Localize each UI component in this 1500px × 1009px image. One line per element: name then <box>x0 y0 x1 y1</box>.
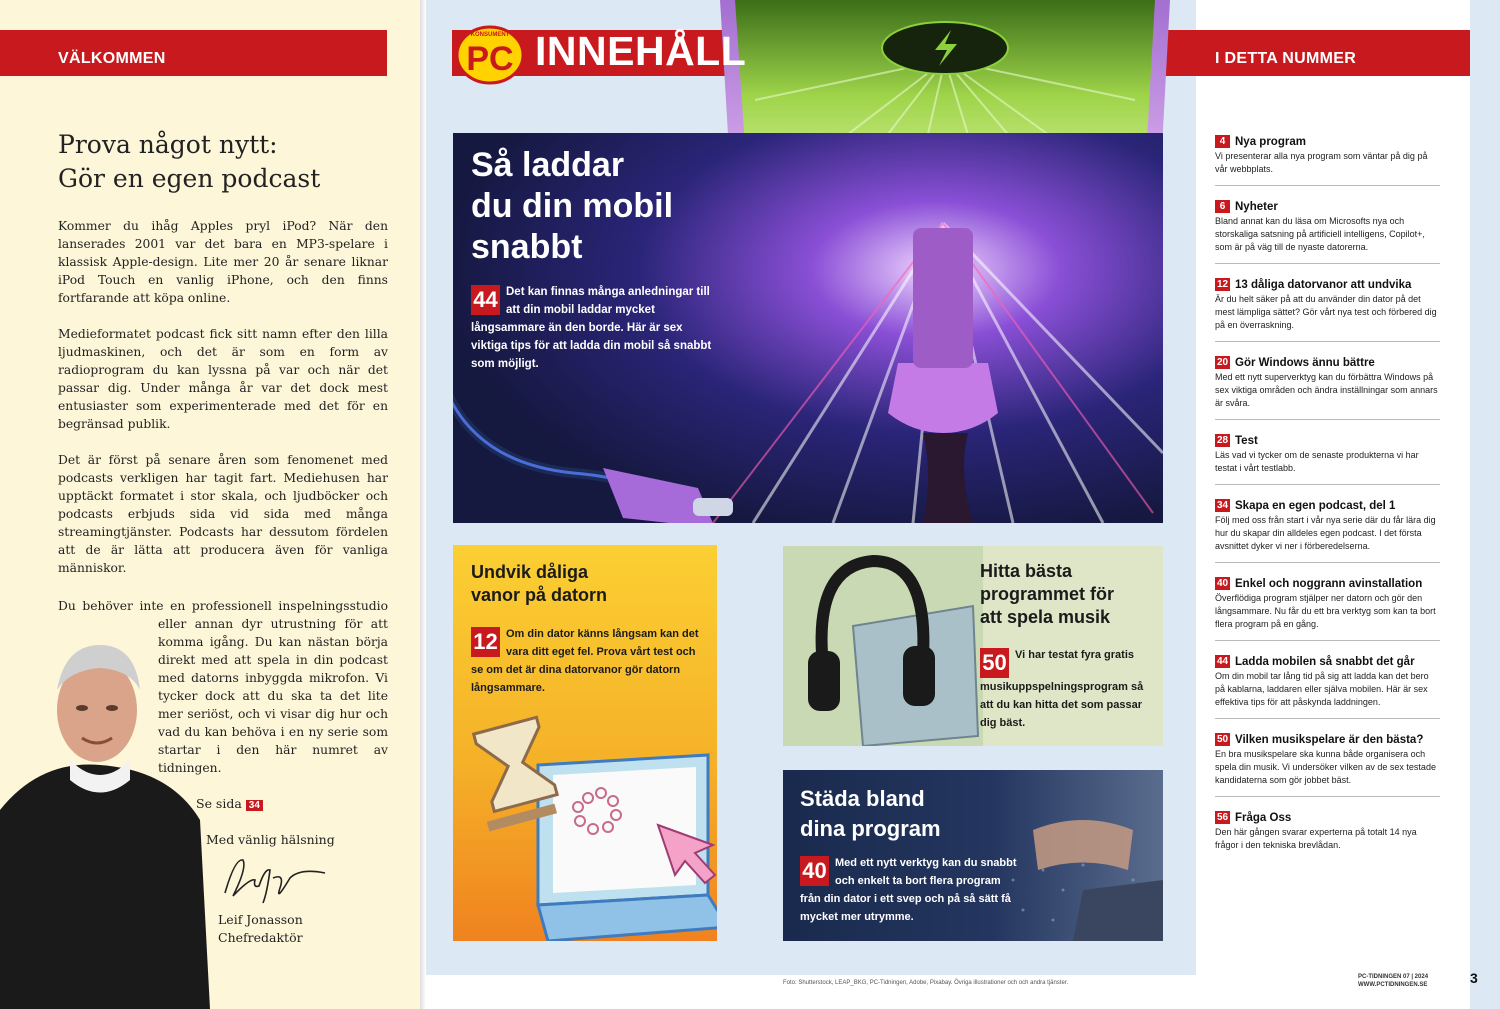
see-page-number: 34 <box>246 800 263 811</box>
toc-bar <box>1198 30 1470 76</box>
editorial-body <box>58 217 388 595</box>
toc-page-number: 40 <box>1216 578 1229 589</box>
toc-title: Nyheter <box>1235 201 1278 213</box>
habits-desc <box>471 625 703 697</box>
toc-title: Fråga Oss <box>1235 812 1292 824</box>
toc-desc: Vi presenterar alla nya program som väntar på dig på vår webbplats. <box>1215 151 1428 174</box>
headphones-illustration <box>783 546 983 746</box>
clean-feature[interactable] <box>783 770 1163 941</box>
habits-page-number: 12 <box>471 627 500 657</box>
logo-text: PC <box>466 40 514 78</box>
habits-feature[interactable] <box>453 545 717 941</box>
edge-background <box>1470 0 1500 1009</box>
music-title: Hitta bästa programmet för att spela musik <box>980 561 1115 627</box>
toc-title: Nya program <box>1235 136 1306 148</box>
toc-item[interactable] <box>1215 273 1440 342</box>
toc-item[interactable] <box>1215 728 1440 797</box>
magazine-info <box>1358 973 1428 989</box>
editorial-heading <box>58 128 388 196</box>
clean-title: Städa bland dina program <box>800 786 941 841</box>
habits-title: Undvik dåliga vanor på datorn <box>471 562 608 605</box>
toc-title: Skapa en egen podcast, del 1 <box>1235 500 1396 512</box>
toc-item[interactable] <box>1215 650 1440 719</box>
toc-title: Vilken musikspelare är den bästa? <box>1235 734 1424 746</box>
toc-title: Enkel och noggrann avinstallation <box>1235 578 1423 590</box>
toc-desc: Överflödiga program stjälper ner datorn och gör den långsammare. Nu får du ett bra verktyg som kan ta bort flera program på en gång. <box>1215 593 1436 629</box>
toc-page-number: 44 <box>1216 656 1229 667</box>
toc-title: 13 dåliga datorvanor att undvika <box>1235 279 1412 291</box>
paragraph: Kommer du ihåg Apples pryl iPod? När den lanserades 2001 var det bara en MP3-spelare i klassisk Apple-design. Lite mer 20 år senare liknar iPod Touch en vanlig iPhone, och den finns fortfarande att köpa online. <box>58 219 388 305</box>
hero-desc-text: Det kan finnas många anledningar till att din mobil laddar mycket långsammare än den borde. Här är sex viktiga tips för att ladda din mobil så snabbt som möjligt. <box>471 286 712 370</box>
toc-page-number: 50 <box>1216 734 1229 745</box>
toc-desc: Med ett nytt superverktyg kan du förbättra Windows på sex viktiga områden och ändra inställningar som annars är svåra. <box>1215 372 1438 408</box>
toc-item[interactable] <box>1215 351 1440 420</box>
page-number: 3 <box>1470 970 1478 986</box>
toc-item[interactable] <box>1215 429 1440 485</box>
heading-line-2: Gör en egen podcast <box>58 164 321 193</box>
logo-top-text: KONSUMENT <box>470 32 510 38</box>
see-page <box>196 796 263 811</box>
toc-title: Test <box>1235 435 1258 447</box>
toc-title: Gör Windows ännu bättre <box>1235 357 1375 369</box>
editor-portrait <box>0 630 210 1009</box>
toc-page-number: 6 <box>1215 200 1230 213</box>
contents-title: INNEHÅLL <box>535 28 747 74</box>
signature-image <box>215 848 330 908</box>
toc-list <box>1215 130 1440 870</box>
magazine-logo <box>455 25 525 85</box>
laptop-hourglass-illustration <box>453 695 717 941</box>
toc-label: I DETTA NUMMER <box>1215 50 1357 67</box>
toc-page-number: 4 <box>1215 135 1230 148</box>
toc-page-number: 56 <box>1216 812 1229 823</box>
toc-item[interactable] <box>1215 195 1440 264</box>
paragraph-last: Du behöver inte en professionell inspelningsstudio eller annan dyr utrustning för att komma igång. Du kan nästan börja direkt med att spela in din podcast med datorns inbyggda mikrofon. Vi tycker dock att du ska ta det lite mer seriöst, och vi visar dig hur och vad du kan behöva i en ny serie som startar i den här numret av tidningen. <box>58 599 388 775</box>
toc-desc: Om din mobil tar lång tid på sig att ladda kan det bero på kablarna, laddaren eller själva mobilen. Här är sex effektiva tips för att påskynda laddningen. <box>1215 671 1429 707</box>
toc-desc: Är du helt säker på att du använder din dator på det mest lämpliga sättet? Gör vårt nya test och förbered dig på en överraskning. <box>1215 294 1437 330</box>
greeting: Med vänlig hälsning <box>206 832 335 847</box>
toc-item[interactable] <box>1215 494 1440 563</box>
welcome-label: VÄLKOMMEN <box>58 50 166 67</box>
toc-desc: Bland annat kan du läsa om Microsofts nya och storskaliga satsning på artificiell intelligens, Copilot+, som är på väg till de nyaste datorerna. <box>1215 216 1425 252</box>
signature-name: Leif Jonasson <box>218 912 303 927</box>
paragraph: Det är först på senare åren som fenomenet med podcasts verkligen har tagit fart. Mediehusen har upptäckt formatet i stor skala, och ljudböcker och podcasts erbjuds sida vid sida med många streamingtjänster. Podcasts har dessutom fördelen att de är lätta att producera även för vanliga människor. <box>58 453 388 575</box>
toc-desc: En bra musikspelare ska kunna både organisera och spela din musik. Vi undersöker vilken av de sex testade kandidaterna som gör jobbet bäst. <box>1215 749 1436 785</box>
see-page-label: Se sida <box>196 796 242 811</box>
music-feature[interactable] <box>783 546 1163 746</box>
clean-desc-text: Med ett nytt verktyg kan du snabbt och enkelt ta bort flera program från din dator i ett svep och på så sätt få mycket mer utrymme. <box>800 857 1017 923</box>
toc-page-number: 20 <box>1216 357 1229 368</box>
hero-feature[interactable] <box>453 133 1163 523</box>
music-desc-text: Vi har testat fyra gratis musikuppspelningsprogram så att du kan hitta det som passar dig bäst. <box>980 649 1144 729</box>
signature-title: Chefredaktör <box>218 930 303 945</box>
heading-line-1: Prova något nytt: <box>58 130 278 159</box>
clean-page-number: 40 <box>800 856 829 886</box>
magazine-issue: PC-TIDNINGEN 07 | 2024 <box>1358 974 1429 980</box>
toc-page-number: 12 <box>1216 279 1229 290</box>
music-page-number: 50 <box>980 648 1009 678</box>
hero-title: Så laddar du din mobil snabbt <box>471 146 674 266</box>
toc-desc: Läs vad vi tycker om de senaste produkterna vi har testat i vårt testlabb. <box>1215 450 1419 473</box>
hero-desc <box>471 283 716 373</box>
toc-desc: Följ med oss från start i vår nya serie där du får lära dig hur du skapar din alldeles egen podcast. I det första avsnittet dyker vi ner i förberedelserna. <box>1215 515 1436 551</box>
toc-item[interactable] <box>1215 806 1440 861</box>
music-desc <box>980 646 1150 732</box>
toc-item[interactable] <box>1215 572 1440 641</box>
toc-page-number: 28 <box>1216 435 1229 446</box>
toc-desc: Den här gången svarar experterna på totalt 14 nya frågor i den tekniska brevlådan. <box>1215 827 1417 850</box>
toc-item[interactable] <box>1215 130 1440 186</box>
toc-title: Ladda mobilen så snabbt det går <box>1235 656 1415 668</box>
photo-credits: Foto: Shutterstock, LEAP_BKG, PC-Tidningen, Adobe, Pixabay. Övriga illustrationer och och andra tjänster. <box>783 980 1069 986</box>
paragraph: Medieformatet podcast fick sitt namn efter den lilla ljudmaskinen, och det är som en form av radioprogram du kan lyssna på var och när det passar dig. Under många år var det dock mest entusiaster som experimenterade med det för en begränsad publik. <box>58 327 388 431</box>
habits-desc-text: Om din dator känns långsam kan det vara ditt eget fel. Prova vårt test och se om det är dina datorvanor gör datorn långsammare. <box>471 628 699 694</box>
magazine-url: WWW.PCTIDNINGEN.SE <box>1358 982 1428 988</box>
clean-desc <box>800 854 1020 926</box>
toc-page-number: 34 <box>1216 500 1229 511</box>
welcome-bar <box>0 30 387 76</box>
hero-page-number: 44 <box>471 285 500 315</box>
